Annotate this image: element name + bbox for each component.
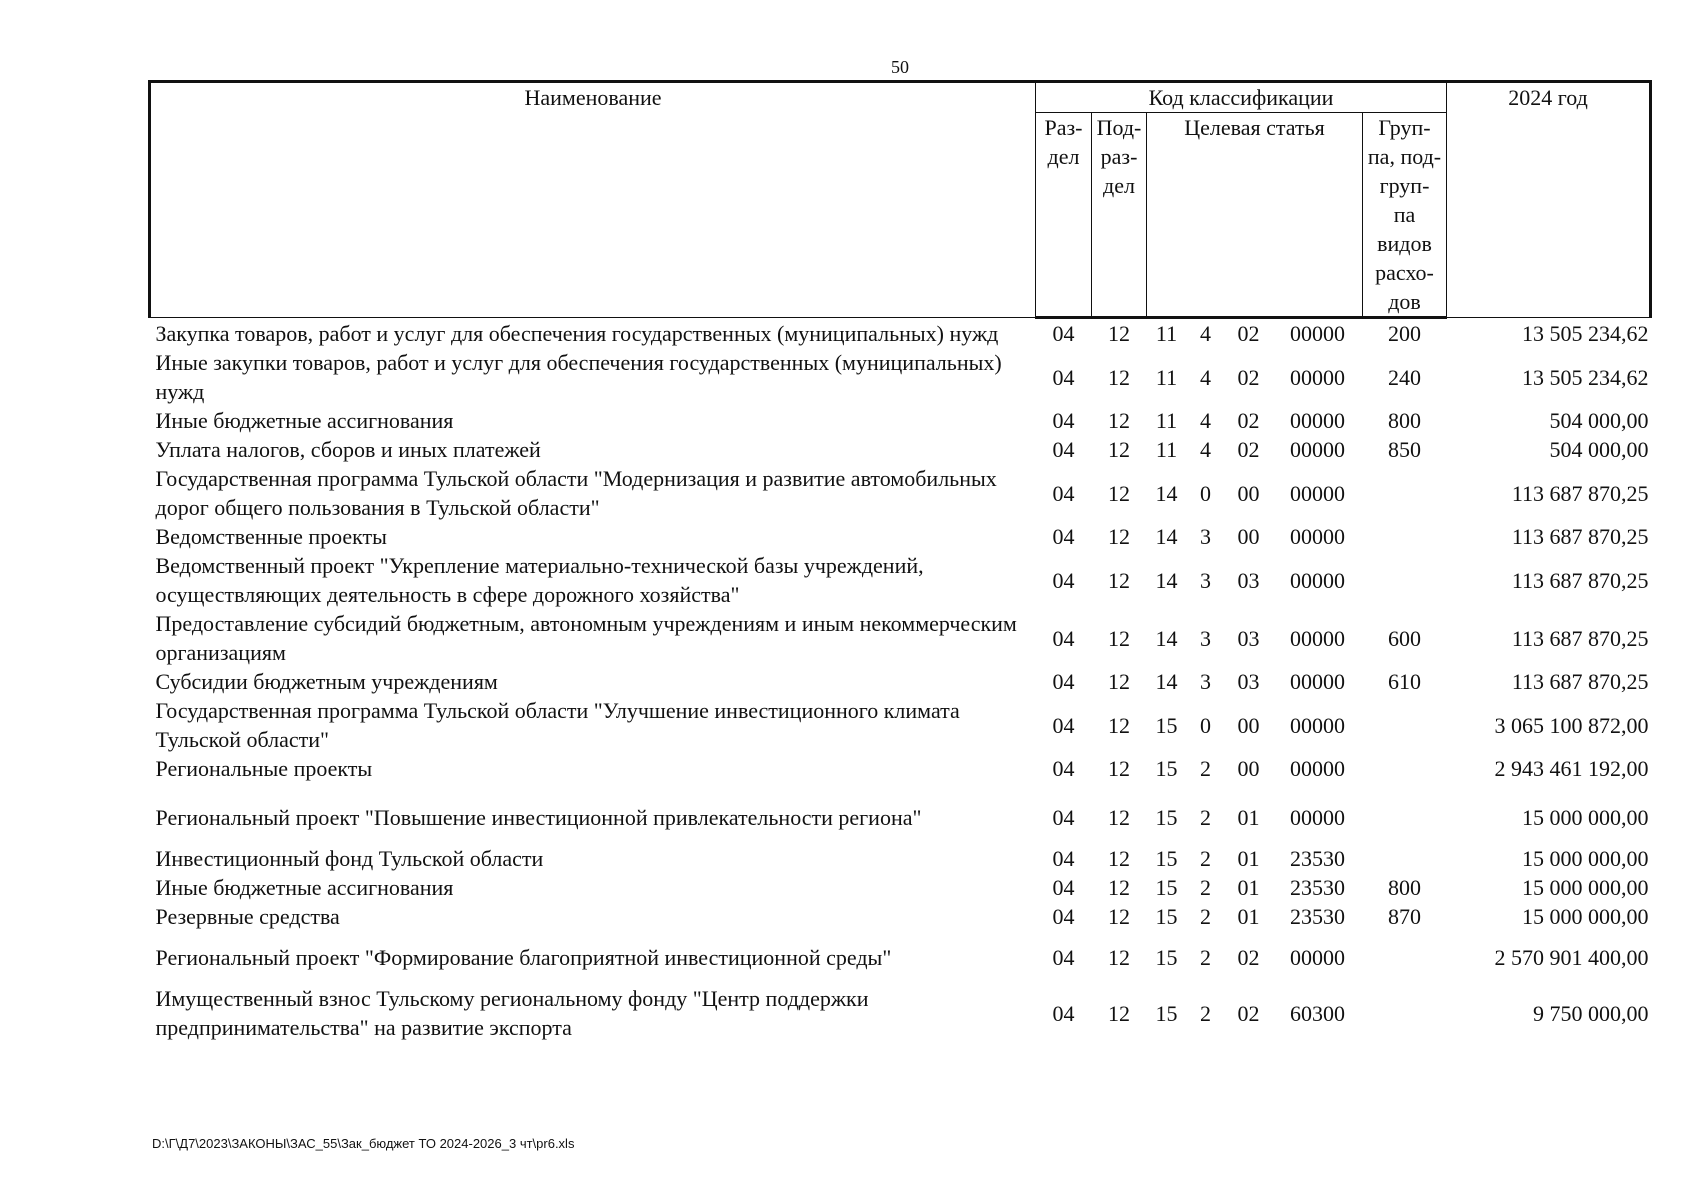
row-target-direction: 23530: [1290, 904, 1345, 929]
row-target-program: 15: [1155, 1000, 1178, 1026]
row-target-program: 15: [1155, 756, 1178, 781]
row-name: Резервные средства: [155, 904, 340, 929]
row-section: 04: [1052, 669, 1075, 694]
header-target-article: Целевая статья: [1147, 113, 1363, 318]
table-body: [150, 318, 1651, 1043]
row-section: 04: [1052, 875, 1075, 900]
row-target-element: 01: [1237, 805, 1260, 830]
header-section: Раз- дел: [1036, 113, 1092, 318]
row-target-element: 02: [1237, 364, 1260, 390]
row-name: Предоставление субсидий бюджетным, автономным учреждениям и иным некоммерческим организациям: [155, 611, 1017, 665]
row-subsection: 12: [1108, 625, 1130, 651]
row-target-element: 01: [1237, 875, 1260, 900]
row-target-element: 02: [1237, 408, 1260, 433]
row-subsection: 12: [1108, 321, 1130, 346]
row-name: Иные бюджетные ассигнования: [155, 408, 454, 433]
row-section: 04: [1052, 480, 1075, 506]
row-section: 04: [1052, 524, 1075, 549]
row-target-direction: 23530: [1290, 875, 1345, 900]
row-target-type: 4: [1200, 321, 1211, 346]
row-target-direction: 00000: [1290, 437, 1345, 462]
row-expense-group: [1363, 696, 1447, 754]
row-name: Иные закупки товаров, работ и услуг для обеспечения государственных (муниципальных) нужд: [155, 350, 1002, 404]
row-expense-group: [1363, 972, 1447, 1042]
table-row: [150, 551, 1651, 609]
row-name: Региональный проект "Формирование благоприятной инвестиционной среды": [155, 945, 892, 970]
row-amount: 113 687 870,25: [1511, 625, 1649, 651]
row-target-direction: 00000: [1290, 480, 1345, 506]
table-row: [150, 972, 1651, 1042]
row-target-type: 4: [1200, 364, 1211, 390]
table-row: [150, 609, 1651, 667]
row-target-type: 3: [1200, 669, 1211, 694]
row-target-program: 15: [1155, 945, 1178, 970]
table-row: [150, 754, 1651, 791]
row-amount: 3 065 100 872,00: [1494, 712, 1649, 738]
row-target-element: 02: [1237, 321, 1260, 346]
row-subsection: 12: [1108, 945, 1130, 970]
table-row: [150, 902, 1651, 931]
row-target-element: 01: [1237, 846, 1260, 871]
row-name: Региональный проект "Повышение инвестиционной привлекательности региона": [155, 805, 922, 830]
row-target-element: 00: [1237, 524, 1260, 549]
row-subsection: 12: [1108, 669, 1130, 694]
row-section: 04: [1052, 846, 1075, 871]
row-expense-group: [1363, 931, 1447, 972]
table-row: [150, 348, 1651, 406]
row-expense-group: [1363, 522, 1447, 551]
row-target-type: 2: [1200, 1000, 1211, 1026]
row-expense-group: 870: [1388, 904, 1421, 929]
row-subsection: 12: [1108, 756, 1130, 781]
row-target-type: 4: [1200, 437, 1211, 462]
row-target-program: 11: [1155, 364, 1178, 390]
row-section: 04: [1052, 321, 1075, 346]
row-expense-group: [1363, 551, 1447, 609]
row-name: Ведомственный проект "Укрепление материально-технической базы учреждений, осуществляющих деятельность в сфере дорожного хозяйства": [155, 553, 924, 607]
row-expense-group: 800: [1388, 875, 1421, 900]
row-target-program: 14: [1155, 567, 1178, 593]
row-expense-group: 240: [1388, 364, 1421, 390]
row-amount: 13 505 234,62: [1522, 364, 1649, 390]
row-target-program: 11: [1155, 437, 1178, 462]
row-target-direction: 00000: [1290, 321, 1345, 346]
row-target-direction: 00000: [1290, 364, 1345, 390]
row-target-direction: 00000: [1290, 567, 1345, 593]
row-amount: 2 570 901 400,00: [1494, 945, 1649, 970]
table-row: [150, 464, 1651, 522]
page-number: 50: [891, 57, 909, 77]
row-target-program: 15: [1155, 846, 1178, 871]
row-subsection: 12: [1108, 712, 1130, 738]
row-subsection: 12: [1108, 408, 1130, 433]
row-target-element: 00: [1237, 480, 1260, 506]
row-target-direction: 00000: [1290, 625, 1345, 651]
row-target-direction: 00000: [1290, 712, 1345, 738]
row-amount: 2 943 461 192,00: [1494, 756, 1649, 781]
row-target-program: 15: [1155, 805, 1178, 830]
header-classification: Код классификации: [1036, 82, 1447, 113]
row-target-program: 14: [1155, 625, 1178, 651]
footer-file-path: D:\Г\Д7\2023\ЗАКОНЫ\ЗАС_55\Зак_бюджет ТО 2024-2026_3 чт\pr6.xls: [152, 1136, 575, 1151]
row-subsection: 12: [1108, 805, 1130, 830]
row-section: 04: [1052, 1000, 1075, 1026]
row-target-element: 02: [1237, 437, 1260, 462]
row-target-type: 4: [1200, 408, 1211, 433]
row-expense-group: [1363, 791, 1447, 832]
row-amount: 9 750 000,00: [1533, 1000, 1649, 1026]
row-target-type: 2: [1200, 846, 1211, 871]
row-target-element: 03: [1237, 669, 1260, 694]
row-name: Иные бюджетные ассигнования: [155, 875, 454, 900]
row-target-program: 15: [1155, 904, 1178, 929]
table-row: [150, 667, 1651, 696]
row-amount: 113 687 870,25: [1511, 669, 1649, 694]
row-target-element: 00: [1237, 756, 1260, 781]
row-name: Имущественный взнос Тульскому региональному фонду "Центр поддержки предпринимательства" на развитие экспорта: [155, 986, 869, 1040]
row-section: 04: [1052, 805, 1075, 830]
row-amount: 15 000 000,00: [1522, 805, 1649, 830]
row-expense-group: 600: [1388, 625, 1421, 651]
row-subsection: 12: [1108, 524, 1130, 549]
header-subsection: Под- раз- дел: [1092, 113, 1147, 318]
row-section: 04: [1052, 364, 1075, 390]
row-target-type: 0: [1200, 712, 1211, 738]
row-amount: 504 000,00: [1549, 408, 1649, 433]
row-amount: 113 687 870,25: [1511, 480, 1649, 506]
row-subsection: 12: [1108, 480, 1130, 506]
row-target-direction: 00000: [1290, 408, 1345, 433]
header-year: 2024 год: [1447, 82, 1651, 318]
row-amount: 15 000 000,00: [1522, 846, 1649, 871]
row-subsection: 12: [1108, 364, 1130, 390]
row-target-program: 15: [1155, 875, 1178, 900]
row-target-program: 14: [1155, 669, 1178, 694]
table-row: [150, 832, 1651, 873]
row-target-element: 02: [1237, 1000, 1260, 1026]
row-target-direction: 00000: [1290, 756, 1345, 781]
row-target-direction: 60300: [1290, 1000, 1345, 1026]
row-expense-group: 610: [1388, 669, 1421, 694]
row-name: Региональные проекты: [155, 756, 373, 781]
table-row: [150, 791, 1651, 832]
row-amount: 504 000,00: [1549, 437, 1649, 462]
row-section: 04: [1052, 625, 1075, 651]
row-amount: 113 687 870,25: [1511, 524, 1649, 549]
row-target-direction: 00000: [1290, 805, 1345, 830]
table-header: [150, 82, 1651, 318]
row-target-type: 3: [1200, 524, 1211, 549]
row-amount: 15 000 000,00: [1522, 875, 1649, 900]
row-target-direction: 00000: [1290, 524, 1345, 549]
row-subsection: 12: [1108, 875, 1130, 900]
header-name: Наименование: [150, 82, 1036, 318]
row-subsection: 12: [1108, 1000, 1130, 1026]
row-target-type: 2: [1200, 945, 1211, 970]
row-amount: 113 687 870,25: [1511, 567, 1649, 593]
row-subsection: 12: [1108, 846, 1130, 871]
row-expense-group: 800: [1388, 408, 1421, 433]
row-name: Закупка товаров, работ и услуг для обеспечения государственных (муниципальных) нужд: [155, 320, 999, 346]
budget-table: [148, 80, 1652, 1042]
row-name: Ведомственные проекты: [155, 524, 387, 549]
row-amount: 15 000 000,00: [1522, 904, 1649, 929]
table-row: [150, 873, 1651, 902]
table-row: [150, 931, 1651, 972]
row-target-element: 01: [1237, 904, 1260, 929]
row-section: 04: [1052, 945, 1075, 970]
row-subsection: 12: [1108, 437, 1130, 462]
row-expense-group: 200: [1388, 321, 1421, 346]
row-section: 04: [1052, 712, 1075, 738]
row-expense-group: [1363, 832, 1447, 873]
table-row: [150, 406, 1651, 435]
header-expense-group: Груп- па, под- груп- па видов расхо- дов: [1363, 113, 1447, 318]
row-subsection: 12: [1108, 904, 1130, 929]
row-target-type: 2: [1200, 756, 1211, 781]
row-target-direction: 00000: [1290, 669, 1345, 694]
row-section: 04: [1052, 408, 1075, 433]
row-target-program: 11: [1155, 408, 1178, 433]
row-expense-group: [1363, 464, 1447, 522]
row-target-direction: 00000: [1290, 945, 1345, 970]
row-target-program: 11: [1155, 321, 1178, 346]
row-expense-group: 850: [1388, 437, 1421, 462]
row-section: 04: [1052, 756, 1075, 781]
row-target-program: 14: [1155, 524, 1178, 549]
row-section: 04: [1052, 904, 1075, 929]
row-target-type: 2: [1200, 875, 1211, 900]
row-target-type: 2: [1200, 904, 1211, 929]
row-target-program: 15: [1155, 712, 1178, 738]
row-target-type: 3: [1200, 625, 1211, 651]
row-target-element: 03: [1237, 625, 1260, 651]
row-name: Государственная программа Тульской области "Улучшение инвестиционного климата Тульской области": [155, 698, 960, 752]
row-target-type: 2: [1200, 805, 1211, 830]
row-target-program: 14: [1155, 480, 1178, 506]
table-row: [150, 522, 1651, 551]
row-target-element: 03: [1237, 567, 1260, 593]
row-target-type: 0: [1200, 480, 1211, 506]
row-section: 04: [1052, 567, 1075, 593]
row-name: Субсидии бюджетным учреждениям: [155, 669, 498, 694]
row-section: 04: [1052, 437, 1075, 462]
table-row: [150, 696, 1651, 754]
row-expense-group: [1363, 754, 1447, 791]
table-row: [150, 435, 1651, 464]
row-subsection: 12: [1108, 567, 1130, 593]
row-target-element: 00: [1237, 712, 1260, 738]
row-amount: 13 505 234,62: [1522, 320, 1649, 346]
row-name: Уплата налогов, сборов и иных платежей: [155, 437, 541, 462]
row-target-direction: 23530: [1290, 846, 1345, 871]
row-name: Государственная программа Тульской области "Модернизация и развитие автомобильных дорог общего пользования в Тульской области": [155, 466, 997, 520]
table-row: [150, 318, 1651, 349]
row-name: Инвестиционный фонд Тульской области: [155, 846, 544, 871]
row-target-type: 3: [1200, 567, 1211, 593]
row-target-element: 02: [1237, 945, 1260, 970]
